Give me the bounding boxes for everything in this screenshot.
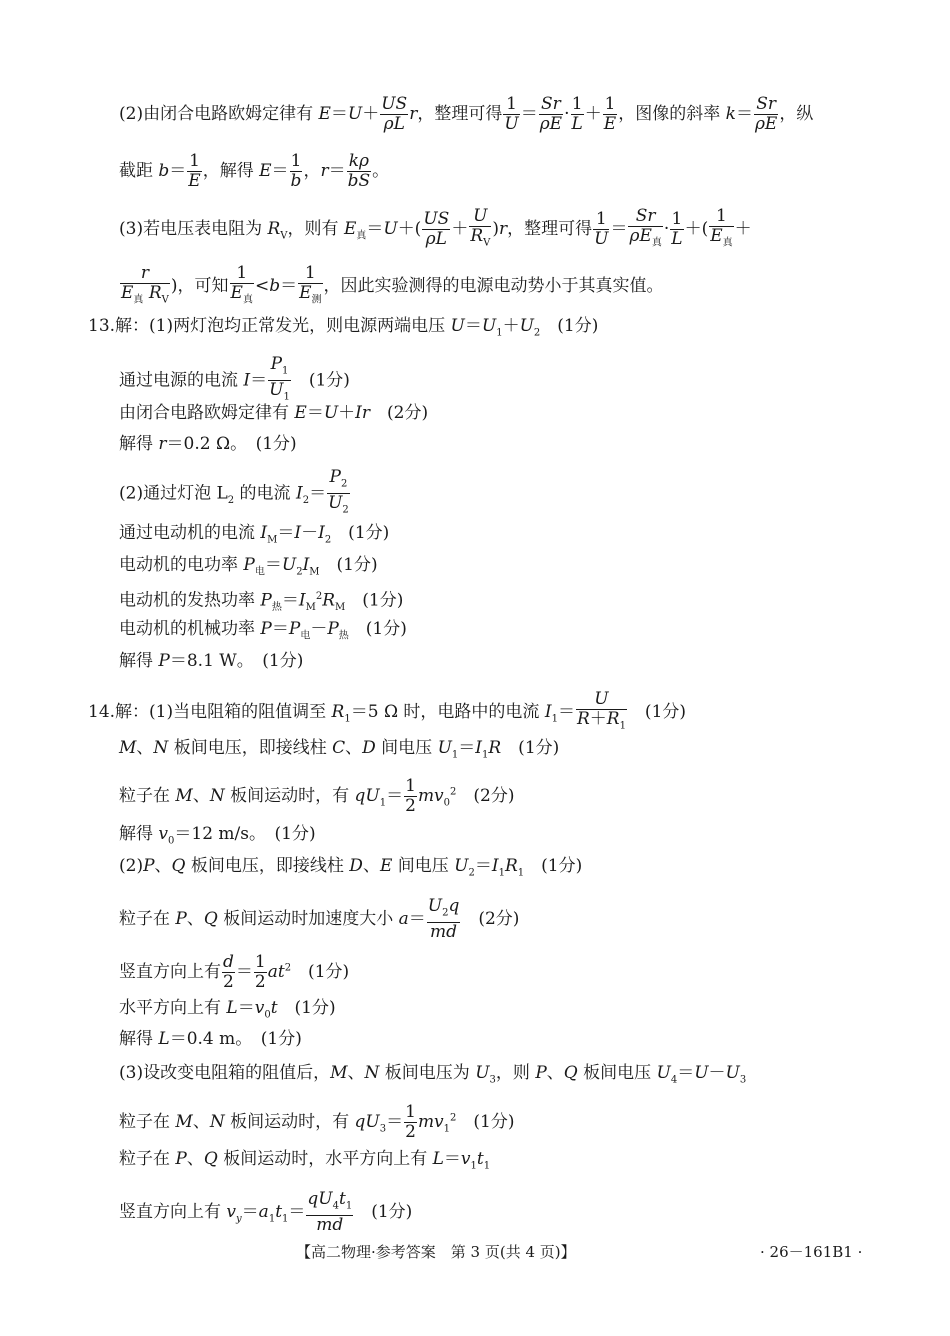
page-footer-code: · 26－161B1 ·: [760, 1243, 863, 1261]
text-line: 解得 P＝8.1 W。 (1分): [119, 651, 304, 671]
text-line: 电动机的电功率 $P_电=U_2I_M$ (1分): [119, 555, 378, 578]
text-line: (3)设改变电阻箱的阻值后，M、N 板间电压为 $U_3$，则 P、Q 板间电压 $U_4=U-U_3$: [119, 1063, 747, 1086]
text-line: 解得 r＝0.2 Ω。 (1分): [119, 434, 297, 454]
text-line: 电动机的发热功率 $P_热=I_M^2R_M$ (1分): [119, 590, 404, 614]
text-line: 13.解：(1)两灯泡均正常发光，则电源两端电压 $U=U_1+U_2$ (1分): [88, 316, 599, 339]
text-line: 粒子在 M、N 板间运动时，有 $qU_3=$ $\frac{1}{2}$ $mv_1^2$ (1分): [119, 1102, 515, 1142]
text-line: 粒子在 P、Q 板间运动时加速度大小 a＝ $\frac{U_2q}{md}$ (2分): [119, 896, 520, 943]
text-line: M、N 板间电压，即接线柱 C、D 间电压 $U_1=I_1R$ (1分): [119, 738, 560, 761]
text-line: 粒子在 P、Q 板间运动时，水平方向上有 $L=v_1t_1$: [119, 1149, 491, 1172]
text-line: 由闭合电路欧姆定律有 E＝U＋Ir (2分): [119, 403, 429, 423]
text-line: (2)P、Q 板间电压，即接线柱 D、E 间电压 $U_2=I_1R_1$ (1分): [119, 856, 583, 879]
text-line: (3)若电压表电阻为 $R_V$，则有 $E_真=U+$( $\frac{US}{\rho L}$ ＋ $\frac{U}{R_V}$ )r，整理可得 $\frac{1}{U}$ ＝ $\frac{Sr}{\rho E_真}$ · $\frac{1}{L}$ ＋( $\frac{1}{E_真}$ ＋: [119, 206, 752, 250]
text-line: 竖直方向上有 $v_y=a_1t_1=$ $\frac{qU_4t_1}{md}$ (1分): [119, 1189, 413, 1236]
text-line: 竖直方向上有 $\frac{d}{2}$ ＝ $\frac{1}{2}$ $at^2$ (1分): [119, 952, 350, 992]
text-line: 通过电动机的电流 $I_M=I-I_2$ (1分): [119, 523, 390, 546]
page-footer-title: 【高二物理·参考答案 第 3 页(共 4 页)】: [296, 1243, 576, 1261]
text-line: 截距 b＝ $\frac{1}{E}$ ，解得 E＝ $\frac{1}{b}$ ，r＝ $\frac{k\rho}{bS}$ 。: [119, 151, 390, 191]
text-line: 水平方向上有 $L=v_0t$ (1分): [119, 998, 336, 1021]
text-line: 14.解：(1)当电阻箱的阻值调至 $R_1=5$ Ω 时，电路中的电流 $I_1=$ $\frac{U}{R+R_1}$ (1分): [88, 689, 687, 732]
text-line: 通过电源的电流 I＝ $\frac{P_1}{U_1}$ (1分): [119, 354, 350, 403]
text-line: (2)由闭合电路欧姆定律有 E＝U＋ $\frac{US}{\rho L}$ r，整理可得 $\frac{1}{U}$ ＝ $\frac{Sr}{\rho E}$ · $\frac{1}{L}$ ＋ $\frac{1}{E}$ ，图像的斜率 k＝ $\frac{Sr}{\rho E}$ ，纵: [119, 94, 814, 134]
text-line: $\frac{r}{E_真 R_V}$ )，可知 $\frac{1}{E_真}$ <b＝ $\frac{1}{E_测}$ ，因此实验测得的电源电动势小于其真实值。: [121, 263, 664, 306]
text-line: 粒子在 M、N 板间运动时，有 $qU_1=$ $\frac{1}{2}$ $mv_0^2$ (2分): [119, 776, 515, 816]
text-line: 解得 L＝0.4 m。 (1分): [119, 1029, 302, 1049]
text-line: 电动机的机械功率 $P=P_电-P_热$ (1分): [119, 619, 407, 642]
text-line: 解得 $v_0=12$ m/s。 (1分): [119, 824, 316, 847]
text-line: (2)通过灯泡 $L_2$ 的电流 $I_2=$ $\frac{P_2}{U_2}$: [119, 467, 349, 516]
